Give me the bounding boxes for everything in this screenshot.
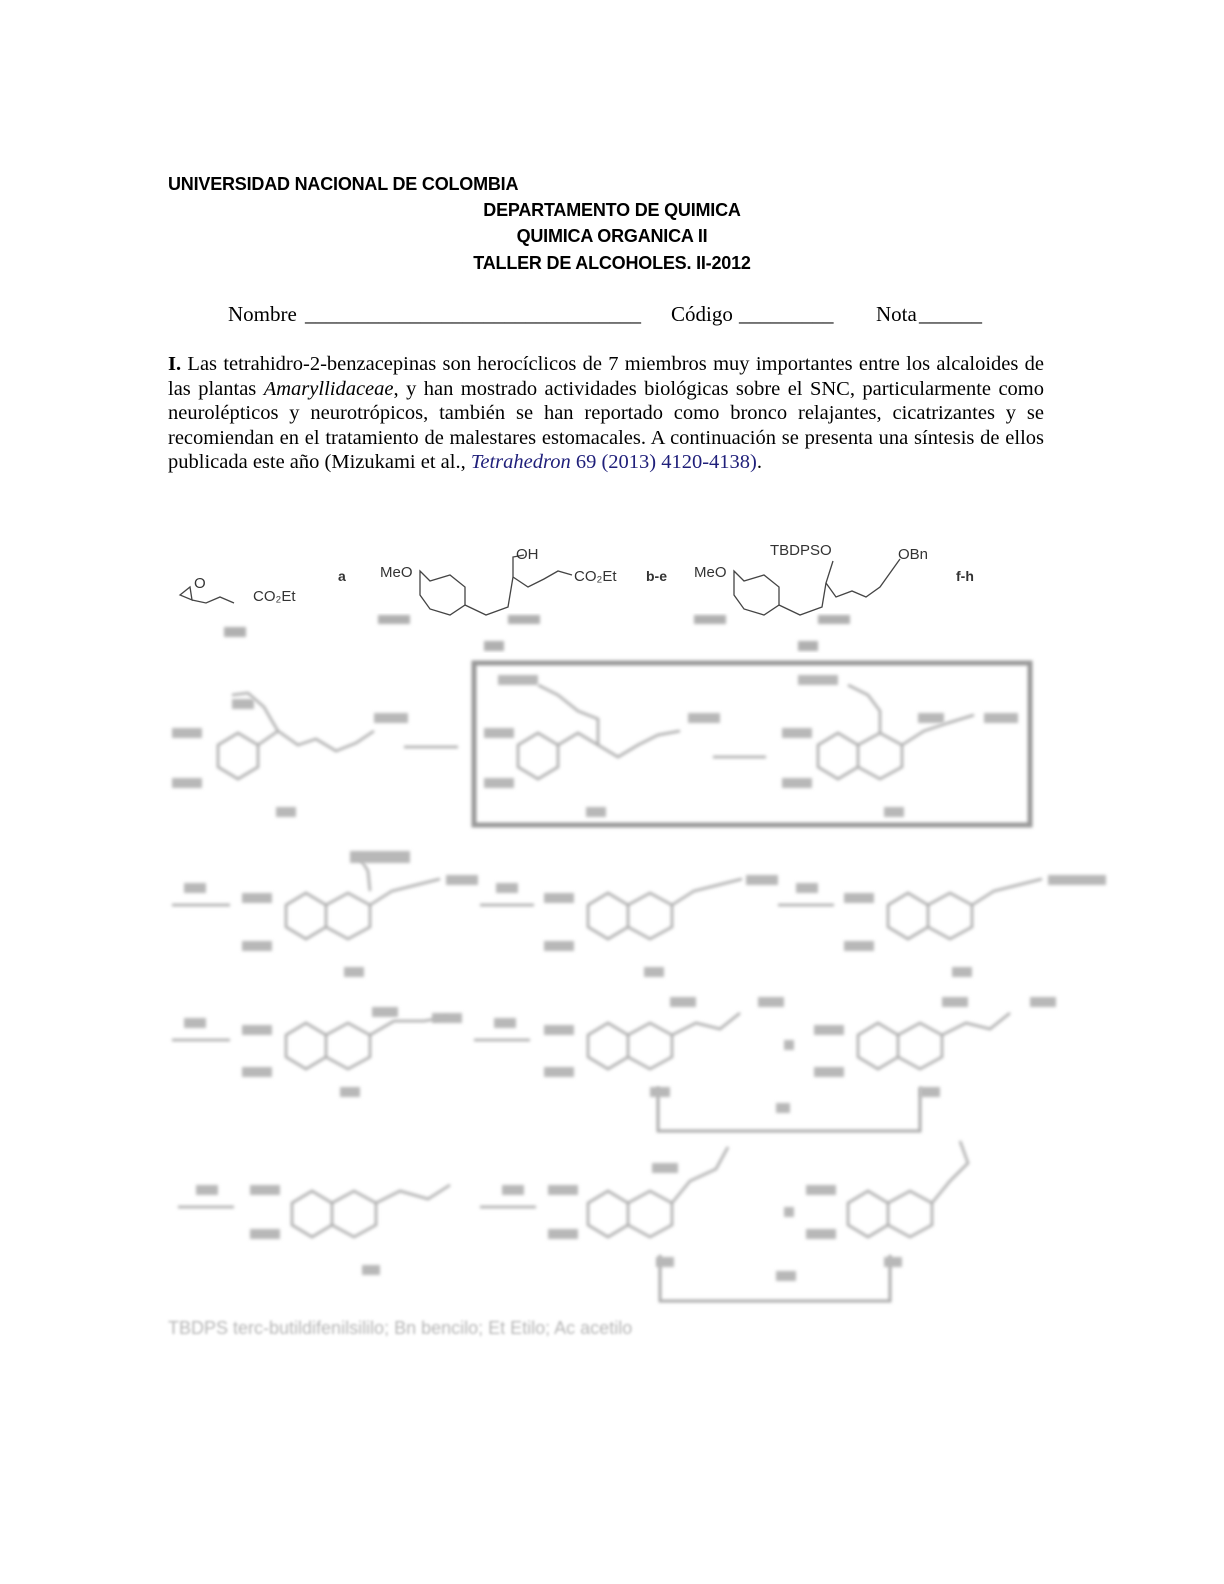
scheme-row-1 — [180, 542, 996, 615]
methoxy-label-2: MeO — [694, 564, 727, 581]
section-number: I. — [168, 353, 182, 375]
substituent-label — [350, 851, 410, 863]
compound-number — [644, 967, 664, 977]
substituent-label — [544, 941, 574, 951]
scheme-row-5 — [178, 1141, 968, 1301]
substituent-label — [548, 1185, 578, 1195]
scheme-row-3 — [172, 855, 1042, 939]
epoxide-ring — [180, 587, 192, 600]
aromatic-ring-1 — [420, 571, 465, 615]
substituent-label — [242, 941, 272, 951]
grade-field[interactable]: ______ — [919, 302, 982, 326]
chain-line — [192, 597, 234, 603]
substituent-label — [378, 615, 410, 624]
methoxy-label-1: MeO — [380, 564, 413, 581]
ratio-label — [776, 1271, 796, 1281]
synthesis-scheme — [168, 535, 1118, 1325]
substituent-label — [498, 675, 538, 685]
abbreviations-footnote: TBDPS terc-butildifenilsililo; Bn bencilo; Et Etilo; Ac acetilo — [168, 1318, 633, 1338]
substituent-label — [544, 1025, 574, 1035]
reagent-label — [502, 1185, 524, 1195]
substituent-label — [694, 615, 726, 624]
substituent-label — [250, 1185, 280, 1195]
compound-number — [650, 1087, 670, 1097]
intermediate-structure — [286, 879, 440, 939]
compound-number — [586, 807, 606, 817]
substituent-label — [844, 941, 874, 951]
compound-number — [952, 967, 972, 977]
substituent-label — [918, 713, 944, 723]
substituent-label — [242, 1025, 272, 1035]
compound-number — [276, 807, 296, 817]
intermediate-structure — [858, 1013, 1010, 1069]
paragraph-end: . — [756, 451, 763, 473]
plant-family: Amaryllidaceae — [263, 377, 394, 400]
row-1-blurred-labels — [224, 615, 850, 651]
workshop-title: TALLER DE ALCOHOLES. II-2012 — [473, 253, 751, 273]
question-paragraph — [168, 352, 1044, 475]
substituent-label — [232, 699, 254, 709]
journal-name[interactable]: Tetrahedron — [470, 451, 571, 473]
intermediate-structure — [888, 879, 1042, 939]
intermediate-structure — [286, 1017, 448, 1069]
substituent-label — [484, 728, 514, 738]
substituent-label — [544, 1067, 574, 1077]
compound-number — [884, 807, 904, 817]
name-field[interactable]: ________________________________ — [305, 302, 641, 326]
plus-sign — [784, 1040, 794, 1050]
paragraph-text-1: Las tetrahidro-2-benzacepinas son herocíclicos de 7 miembros muy importantes entre los alcaloides de las plantas — [168, 353, 1045, 400]
code-label: Código — [671, 302, 733, 326]
compound-number — [798, 641, 818, 651]
substituent-label — [688, 713, 720, 723]
product-structure — [848, 1141, 968, 1237]
substituent-label — [942, 997, 968, 1007]
substituent-label — [372, 1007, 398, 1017]
link-chain-1 — [465, 577, 513, 615]
substituent-label — [798, 675, 838, 685]
substituent-label — [818, 615, 850, 624]
substituent-label — [548, 1229, 578, 1239]
substituent-label — [242, 1067, 272, 1077]
substituent-label — [446, 875, 478, 885]
side-chain-2 — [826, 559, 900, 597]
intermediate-structure — [588, 1013, 740, 1069]
substituent-label — [432, 1013, 462, 1023]
sm-ester-label: CO₂Et — [253, 588, 296, 605]
silyl-label: TBDPSO — [770, 542, 832, 559]
ester-label-2: CO₂Et — [574, 568, 617, 585]
scheme-row-4 — [172, 1013, 1010, 1131]
reagent-label — [184, 883, 206, 893]
benzyl-label: OBn — [898, 546, 929, 563]
substituent-label — [670, 997, 696, 1007]
paragraph-text-2: , y han mostrado actividades biológicas sobre el SNC, particularmente como neurolépticos y neurotrópicos, también se han reportado como bronco relajantes, cicatrizantes y se recomiendan en el tratamiento de malestares estomacales. A continuación se presenta una síntesis de ellos publicada este año (Mizukami et al., — [168, 377, 1044, 473]
reagent-fh-label: f-h — [956, 568, 974, 584]
compound-number — [484, 641, 504, 651]
side-chain — [232, 693, 278, 731]
substituent-label — [1048, 875, 1106, 885]
substituent-label — [508, 615, 540, 624]
compound-number — [362, 1265, 380, 1275]
substituent-label — [242, 893, 272, 903]
substituent-label — [652, 1163, 678, 1173]
substituent-label — [782, 778, 812, 788]
hydroxyl-label: OH — [516, 546, 539, 563]
compound-number — [224, 627, 246, 637]
grouping-bracket — [660, 1255, 890, 1301]
compound-number — [656, 1257, 674, 1267]
substituent-label — [250, 1229, 280, 1239]
aromatic-ring-2 — [734, 571, 779, 615]
reagent-label — [196, 1185, 218, 1195]
intermediate-structure — [292, 1185, 450, 1237]
reagent-label — [796, 883, 818, 893]
substituent-label — [814, 1025, 844, 1035]
product-structure — [588, 1147, 728, 1237]
row-5-blurred-labels — [196, 1163, 902, 1281]
boxed-structure-2 — [818, 715, 974, 779]
compound-number — [340, 1087, 360, 1097]
ratio-label — [776, 1103, 790, 1113]
university-title: UNIVERSIDAD NACIONAL DE COLOMBIA — [168, 174, 519, 194]
substituent-label — [484, 778, 514, 788]
reagent-a-label: a — [338, 568, 346, 584]
row-3-blurred-labels — [184, 851, 1106, 977]
substituent-label — [782, 728, 812, 738]
substituent-label — [758, 997, 784, 1007]
boxed-chain-1 — [538, 685, 598, 745]
link-chain-2 — [779, 583, 826, 615]
substituent-label — [544, 893, 574, 903]
compound-number — [920, 1087, 940, 1097]
grade-label: Nota — [876, 302, 917, 326]
citation[interactable]: 69 (2013) 4120-4138) — [570, 451, 757, 473]
substituent-label — [172, 728, 202, 738]
substituent-label — [806, 1229, 836, 1239]
substituent-label — [746, 875, 778, 885]
substituent-label — [806, 1185, 836, 1195]
substituent-label — [984, 713, 1018, 723]
substituent-label — [374, 713, 408, 723]
reagent-label — [184, 1018, 206, 1028]
compound-number — [884, 1257, 902, 1267]
substituent-label — [844, 893, 874, 903]
reagent-be-label: b-e — [646, 568, 667, 584]
epoxide-oxygen: O — [194, 575, 206, 592]
compound-number — [344, 967, 364, 977]
reagent-label — [496, 883, 518, 893]
scheme-row-2 — [218, 663, 1030, 825]
reagent-label — [494, 1018, 516, 1028]
intermediate-structure — [218, 731, 374, 779]
course-title: QUIMICA ORGANICA II — [516, 226, 708, 246]
boxed-chain-2 — [848, 685, 880, 733]
code-field[interactable]: _________ — [739, 302, 834, 326]
row-4-blurred-labels — [184, 997, 1056, 1113]
department-title: DEPARTAMENTO DE QUIMICA — [483, 200, 741, 220]
substituent-label — [814, 1067, 844, 1077]
intermediate-structure — [588, 879, 742, 939]
name-label: Nombre — [228, 302, 297, 326]
substituent-label — [172, 778, 202, 788]
substituent-label — [1030, 997, 1056, 1007]
plus-sign — [784, 1207, 794, 1217]
